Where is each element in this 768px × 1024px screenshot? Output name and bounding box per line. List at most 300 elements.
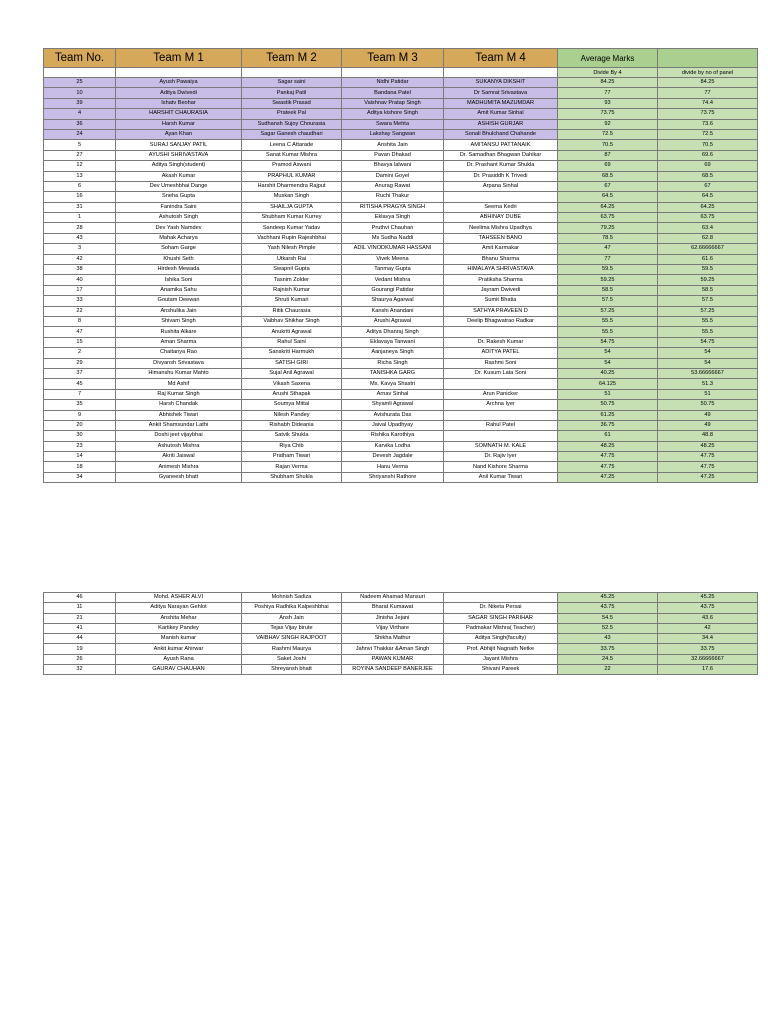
divide-by-panel-cell: 57.25 xyxy=(658,306,758,316)
team-m3-cell: Rishika Karothiya xyxy=(342,431,444,441)
team-m3-cell: Bandana Patel xyxy=(342,88,444,98)
team-m3-cell: Kanshi Anandani xyxy=(342,306,444,316)
divide-by-4-cell: 24.5 xyxy=(558,654,658,664)
divide-by-panel-cell: 64.5 xyxy=(658,192,758,202)
table-row xyxy=(44,181,758,191)
team-m2-cell: Riya Chib xyxy=(242,441,342,451)
divide-by-4-cell: 84.25 xyxy=(558,78,658,88)
team-no-cell: 7 xyxy=(44,389,116,399)
divide-by-panel-cell: 69 xyxy=(658,161,758,171)
team-m3-cell: Eklavaya Tanwani xyxy=(342,337,444,347)
divide-by-panel-cell: 48.25 xyxy=(658,441,758,451)
team-no-cell: 40 xyxy=(44,275,116,285)
team-m1-cell: Chaitanya Rao xyxy=(116,348,242,358)
divide-by-4-cell: 61 xyxy=(558,431,658,441)
header-team-m1: Team M 1 xyxy=(116,49,242,68)
divide-by-panel-cell: 59.25 xyxy=(658,275,758,285)
table-row xyxy=(44,98,758,108)
team-m2-cell: Nilesh Pandey xyxy=(242,410,342,420)
team-m3-cell: Damini Goyel xyxy=(342,171,444,181)
team-m1-cell: Sneha Gupta xyxy=(116,192,242,202)
divide-by-panel-cell: 59.5 xyxy=(658,265,758,275)
team-m1-cell: Ishika Soni xyxy=(116,275,242,285)
team-m3-cell: Pavan Dhakad xyxy=(342,150,444,160)
team-m1-cell: Akriti Jaiswal xyxy=(116,452,242,462)
table-row xyxy=(44,109,758,119)
divide-by-4-cell: 55.5 xyxy=(558,316,658,326)
team-m3-cell: Karvika Lodha xyxy=(342,441,444,451)
divide-by-4-cell: 45.25 xyxy=(558,593,658,603)
team-m1-cell: Anshita Mehar xyxy=(116,613,242,623)
header-average-marks: Average Marks xyxy=(558,49,658,68)
divide-by-4-cell: 54 xyxy=(558,358,658,368)
team-m4-cell: Dr Samrat Srivastava xyxy=(444,88,558,98)
table-row xyxy=(44,202,758,212)
subheader-empty xyxy=(342,68,444,78)
team-m3-cell: Swara Mehta xyxy=(342,119,444,129)
team-m4-cell xyxy=(444,327,558,337)
team-m2-cell: Soumya Mittal xyxy=(242,400,342,410)
team-m4-cell: Sumit Bhatia xyxy=(444,296,558,306)
team-m2-cell: Shubham Shukla xyxy=(242,472,342,482)
team-no-cell: 10 xyxy=(44,88,116,98)
divide-by-4-cell: 50.75 xyxy=(558,400,658,410)
team-m2-cell: SATISH GIRI xyxy=(242,358,342,368)
team-m1-cell: Fanindra Saini xyxy=(116,202,242,212)
team-m2-cell: PRAPHUL KUMAR xyxy=(242,171,342,181)
subheader-row xyxy=(44,68,758,78)
divide-by-4-cell: 47 xyxy=(558,244,658,254)
remaining-teams-table xyxy=(43,592,758,675)
team-m3-cell: Aanjaneya Singh xyxy=(342,348,444,358)
team-m4-cell: Neelima Mishra Upadhya xyxy=(444,223,558,233)
team-m4-cell: Amit Kumar Sinhal xyxy=(444,109,558,119)
divide-by-panel-cell: 69.6 xyxy=(658,150,758,160)
table-row xyxy=(44,368,758,378)
team-no-cell: 2 xyxy=(44,348,116,358)
team-m2-cell: Leena C Attarade xyxy=(242,140,342,150)
team-m1-cell: Soham Garge xyxy=(116,244,242,254)
remaining-teams-body xyxy=(44,593,758,675)
table-row xyxy=(44,275,758,285)
table-row xyxy=(44,654,758,664)
divide-by-panel-cell: 68.5 xyxy=(658,171,758,181)
subheader-empty xyxy=(242,68,342,78)
team-m3-cell: Pruthvi Chauhan xyxy=(342,223,444,233)
divide-by-panel-cell: 43.75 xyxy=(658,603,758,613)
divide-by-4-cell: 73.75 xyxy=(558,109,658,119)
team-m4-cell: SOMNATH M. KALE xyxy=(444,441,558,451)
divide-by-4-cell: 70.5 xyxy=(558,140,658,150)
team-m1-cell: Mohd. ASHER ALVI xyxy=(116,593,242,603)
team-m4-cell: Sonali Bhulchand Chahande xyxy=(444,129,558,139)
team-m3-cell: Ms. Kavya Shastri xyxy=(342,379,444,389)
team-no-cell: 25 xyxy=(44,78,116,88)
divide-by-panel-cell: 84.25 xyxy=(658,78,758,88)
divide-by-panel-cell: 47.25 xyxy=(658,472,758,482)
marks-table-body xyxy=(44,78,758,483)
table-row xyxy=(44,389,758,399)
divide-by-panel-cell: 17.6 xyxy=(658,665,758,675)
team-m4-cell: SUKANYA DIKSHIT xyxy=(444,78,558,88)
team-no-cell: 26 xyxy=(44,654,116,664)
team-m2-cell: Swapnil Gupta xyxy=(242,265,342,275)
divide-by-panel-cell: 53.66666667 xyxy=(658,368,758,378)
team-no-cell: 1 xyxy=(44,213,116,223)
header-average-blank xyxy=(658,49,758,68)
team-m4-cell xyxy=(444,379,558,389)
team-no-cell: 45 xyxy=(44,379,116,389)
team-m4-cell: Pratiksha Sharma xyxy=(444,275,558,285)
team-m4-cell: Dr. Kusum Lata Soni xyxy=(444,368,558,378)
team-m2-cell: Rashmi Maurya xyxy=(242,644,342,654)
divide-by-panel-cell: 48.8 xyxy=(658,431,758,441)
team-no-cell: 29 xyxy=(44,358,116,368)
team-m4-cell: ADITYA PATEL xyxy=(444,348,558,358)
team-m2-cell: Tejas Vijay birute xyxy=(242,623,342,633)
team-m2-cell: Shubham Kumar Kurrey xyxy=(242,213,342,223)
team-no-cell: 36 xyxy=(44,119,116,129)
table-row xyxy=(44,420,758,430)
team-m2-cell: Rajan Verma xyxy=(242,462,342,472)
team-m2-cell: Vachhani Rupin Rajeshbhai xyxy=(242,233,342,243)
subheader-empty xyxy=(116,68,242,78)
divide-by-panel-cell: 63.75 xyxy=(658,213,758,223)
team-m1-cell: Raj Kumar Singh xyxy=(116,389,242,399)
team-m4-cell: Bhanu Sharma xyxy=(444,254,558,264)
divide-by-panel-cell: 54 xyxy=(658,348,758,358)
team-m2-cell: Vaibhav Shikhar Singh xyxy=(242,316,342,326)
divide-by-panel-cell: 63.4 xyxy=(658,223,758,233)
divide-by-panel-cell: 77 xyxy=(658,88,758,98)
team-m1-cell: Akash Kumar xyxy=(116,171,242,181)
divide-by-panel-cell: 67 xyxy=(658,181,758,191)
team-m1-cell: AYUSHI SHRIVASTAVA xyxy=(116,150,242,160)
team-m4-cell: Arpana Sinhal xyxy=(444,181,558,191)
team-m2-cell: Anukriti Agrawal xyxy=(242,327,342,337)
team-m4-cell xyxy=(444,192,558,202)
divide-by-4-cell: 55.5 xyxy=(558,327,658,337)
team-no-cell: 34 xyxy=(44,472,116,482)
table-row xyxy=(44,140,758,150)
team-m3-cell: Vaishnav Pratap Singh xyxy=(342,98,444,108)
team-m3-cell: Arushi Agrawal xyxy=(342,316,444,326)
team-no-cell: 31 xyxy=(44,202,116,212)
table-row xyxy=(44,150,758,160)
table-row xyxy=(44,161,758,171)
divide-by-panel-cell: 62.8 xyxy=(658,233,758,243)
team-m1-cell: Md Ashif xyxy=(116,379,242,389)
table-row xyxy=(44,358,758,368)
table-row xyxy=(44,665,758,675)
table-row xyxy=(44,452,758,462)
divide-by-4-cell: 79.25 xyxy=(558,223,658,233)
team-m1-cell: Shivam Singh xyxy=(116,316,242,326)
team-no-cell: 17 xyxy=(44,285,116,295)
team-m3-cell: Shriyanshi Rathore xyxy=(342,472,444,482)
team-no-cell: 28 xyxy=(44,223,116,233)
team-m3-cell: Avishurata Das xyxy=(342,410,444,420)
table-row xyxy=(44,472,758,482)
table-row xyxy=(44,244,758,254)
table-row xyxy=(44,213,758,223)
table-row xyxy=(44,316,758,326)
team-m3-cell: Shikha Mathur xyxy=(342,634,444,644)
team-m1-cell: Aditya Singh(student) xyxy=(116,161,242,171)
team-m3-cell: Jaival Upadhyay xyxy=(342,420,444,430)
team-no-cell: 19 xyxy=(44,644,116,654)
table-row xyxy=(44,603,758,613)
team-m3-cell: Jinisha Jejani xyxy=(342,613,444,623)
table-row xyxy=(44,119,758,129)
team-m1-cell: Ishatv Beohar xyxy=(116,98,242,108)
team-m4-cell xyxy=(444,593,558,603)
team-m4-cell: Dr. Prasiddh K Trivedi xyxy=(444,171,558,181)
table-row xyxy=(44,233,758,243)
team-m4-cell: Dr. Samadhan Bhagwan Dahikar xyxy=(444,150,558,160)
divide-by-panel-cell: 55.5 xyxy=(658,327,758,337)
divide-by-panel-cell: 54.75 xyxy=(658,337,758,347)
team-m1-cell: Harsh Chandak xyxy=(116,400,242,410)
team-m3-cell: Ruchi Thakur xyxy=(342,192,444,202)
team-m3-cell: Hanu Verma xyxy=(342,462,444,472)
team-m4-cell: Amit Karmakar xyxy=(444,244,558,254)
divide-by-4-cell: 69 xyxy=(558,161,658,171)
table-row xyxy=(44,613,758,623)
divide-by-panel-cell: 34.4 xyxy=(658,634,758,644)
team-m4-cell: Rashmi Soni xyxy=(444,358,558,368)
team-m2-cell: Rahul Saini xyxy=(242,337,342,347)
team-no-cell: 14 xyxy=(44,452,116,462)
team-m4-cell: Dr. Rakesh Kumar xyxy=(444,337,558,347)
team-m2-cell: SHAILJA GUPTA xyxy=(242,202,342,212)
team-m2-cell: Tasnim Zolder xyxy=(242,275,342,285)
team-no-cell: 47 xyxy=(44,327,116,337)
table-row xyxy=(44,593,758,603)
divide-by-panel-cell: 33.75 xyxy=(658,644,758,654)
team-m3-cell: Bharat Kumawat xyxy=(342,603,444,613)
team-m1-cell: Rushita Alkare xyxy=(116,327,242,337)
team-m3-cell: PAWAN KUMAR xyxy=(342,654,444,664)
team-m4-cell: Archna Iyer xyxy=(444,400,558,410)
team-m4-cell xyxy=(444,431,558,441)
subheader-divide-by-panel: divide by no of panel xyxy=(658,68,758,78)
table-row xyxy=(44,192,758,202)
team-m1-cell: Ankit kumar Ahirwar xyxy=(116,644,242,654)
team-m3-cell: Ms Sudha Naddi xyxy=(342,233,444,243)
team-m3-cell: Vijay Virthare xyxy=(342,623,444,633)
team-m2-cell: Satvik Shukla xyxy=(242,431,342,441)
table-row xyxy=(44,285,758,295)
divide-by-panel-cell: 32.66666667 xyxy=(658,654,758,664)
divide-by-4-cell: 72.5 xyxy=(558,129,658,139)
team-no-cell: 30 xyxy=(44,431,116,441)
team-m4-cell: Shivani Pareek xyxy=(444,665,558,675)
team-m3-cell: ROYINA SANDEEP BANERJEE xyxy=(342,665,444,675)
divide-by-4-cell: 22 xyxy=(558,665,658,675)
team-m1-cell: Anamika Sahu xyxy=(116,285,242,295)
team-m1-cell: HARSHIT CHAURASIA xyxy=(116,109,242,119)
table-row xyxy=(44,410,758,420)
team-m4-cell: MADHUMITA MAZUMDAR xyxy=(444,98,558,108)
team-m2-cell: Sagar saini xyxy=(242,78,342,88)
table-row xyxy=(44,337,758,347)
team-m2-cell: VAIBHAV SINGH RAJPOOT xyxy=(242,634,342,644)
team-m3-cell: Aditya kishore Singh xyxy=(342,109,444,119)
divide-by-4-cell: 93 xyxy=(558,98,658,108)
table-row xyxy=(44,265,758,275)
team-m4-cell: Anil Kumar Tiwari xyxy=(444,472,558,482)
table-row xyxy=(44,171,758,181)
team-m2-cell: Saket Joshi xyxy=(242,654,342,664)
divide-by-4-cell: 92 xyxy=(558,119,658,129)
team-m4-cell: Nand Kishore Sharma xyxy=(444,462,558,472)
team-m1-cell: Aditya Dwivedi xyxy=(116,88,242,98)
team-m3-cell: Gourangi Patidar xyxy=(342,285,444,295)
team-no-cell: 33 xyxy=(44,296,116,306)
divide-by-panel-cell: 51.3 xyxy=(658,379,758,389)
team-m1-cell: Ayan Khan xyxy=(116,129,242,139)
team-m1-cell: Hirdesh Mewada xyxy=(116,265,242,275)
team-m1-cell: Kartikey Pandey xyxy=(116,623,242,633)
team-m1-cell: Divyansh Srivastava xyxy=(116,358,242,368)
team-no-cell: 37 xyxy=(44,368,116,378)
divide-by-4-cell: 52.5 xyxy=(558,623,658,633)
divide-by-4-cell: 48.25 xyxy=(558,441,658,451)
divide-by-panel-cell: 55.5 xyxy=(658,316,758,326)
table-row xyxy=(44,78,758,88)
team-m2-cell: Yash Nilesh Pimple xyxy=(242,244,342,254)
divide-by-panel-cell: 45.25 xyxy=(658,593,758,603)
divide-by-4-cell: 51 xyxy=(558,389,658,399)
team-m1-cell: Ashutosh Singh xyxy=(116,213,242,223)
divide-by-4-cell: 58.5 xyxy=(558,285,658,295)
divide-by-4-cell: 67 xyxy=(558,181,658,191)
divide-by-4-cell: 47.25 xyxy=(558,472,658,482)
team-m4-cell: Dr. Prashant Kumar Shukla xyxy=(444,161,558,171)
team-m1-cell: Ankit Shamsundar Lathi xyxy=(116,420,242,430)
team-m2-cell: Sujal Anil Agrawal xyxy=(242,368,342,378)
team-m2-cell: Prateek Pal xyxy=(242,109,342,119)
team-m4-cell: Jayram Dwivedi xyxy=(444,285,558,295)
subheader-empty xyxy=(444,68,558,78)
team-no-cell: 18 xyxy=(44,462,116,472)
team-m2-cell: Shruti Kumari xyxy=(242,296,342,306)
marks-table xyxy=(43,48,758,483)
team-m4-cell: Dr. Rajiv Iyer xyxy=(444,452,558,462)
team-m1-cell: Harsh Kumar xyxy=(116,119,242,129)
team-no-cell: 27 xyxy=(44,150,116,160)
team-m1-cell: Goutam Deewan xyxy=(116,296,242,306)
header-team-m2: Team M 2 xyxy=(242,49,342,68)
table-row xyxy=(44,348,758,358)
team-no-cell: 22 xyxy=(44,306,116,316)
table-row xyxy=(44,462,758,472)
divide-by-4-cell: 43.75 xyxy=(558,603,658,613)
team-m2-cell: Ansh Jain xyxy=(242,613,342,623)
divide-by-4-cell: 43 xyxy=(558,634,658,644)
table-row xyxy=(44,129,758,139)
team-no-cell: 23 xyxy=(44,441,116,451)
team-m2-cell: Rishabh Dideania xyxy=(242,420,342,430)
team-m4-cell: Padmakar Mishra( Teacher) xyxy=(444,623,558,633)
team-m3-cell: Devesh Jagdale xyxy=(342,452,444,462)
team-m2-cell: Sandeep Kumar Yadav xyxy=(242,223,342,233)
team-m4-cell: Prof. Abhijit Nagnath Netke xyxy=(444,644,558,654)
team-no-cell: 13 xyxy=(44,171,116,181)
team-m2-cell: Sanat Kumar Mishra xyxy=(242,150,342,160)
team-m1-cell: Himanshu Kumar Mahto xyxy=(116,368,242,378)
team-m1-cell: Khushi Seth xyxy=(116,254,242,264)
divide-by-panel-cell: 74.4 xyxy=(658,98,758,108)
divide-by-4-cell: 77 xyxy=(558,254,658,264)
divide-by-4-cell: 77 xyxy=(558,88,658,98)
team-m2-cell: Rajnish Kumar xyxy=(242,285,342,295)
team-m1-cell: Doshi jeet vijaybhai xyxy=(116,431,242,441)
team-m4-cell: AMITANSU PATTANAIK xyxy=(444,140,558,150)
team-no-cell: 11 xyxy=(44,603,116,613)
header-team-m4: Team M 4 xyxy=(444,49,558,68)
team-m2-cell: Pramod Aswani xyxy=(242,161,342,171)
team-m3-cell: ADIL VINODKUMAR HASSANI xyxy=(342,244,444,254)
divide-by-panel-cell: 57.5 xyxy=(658,296,758,306)
team-m2-cell: Muskan Singh xyxy=(242,192,342,202)
team-no-cell: 4 xyxy=(44,109,116,119)
team-m2-cell: Poshiya Radhika Kalpeshbhai xyxy=(242,603,342,613)
team-m2-cell: Harshit Dharmendra Rajput xyxy=(242,181,342,191)
team-no-cell: 39 xyxy=(44,98,116,108)
divide-by-panel-cell: 62.66666667 xyxy=(658,244,758,254)
team-m1-cell: Abhishek Tiwari xyxy=(116,410,242,420)
table-row xyxy=(44,431,758,441)
team-m3-cell: Shyamli Agrawal xyxy=(342,400,444,410)
table-row xyxy=(44,441,758,451)
team-no-cell: 21 xyxy=(44,613,116,623)
team-no-cell: 46 xyxy=(44,593,116,603)
divide-by-panel-cell: 49 xyxy=(658,410,758,420)
team-no-cell: 5 xyxy=(44,140,116,150)
table-row xyxy=(44,254,758,264)
table-row xyxy=(44,623,758,633)
table-row xyxy=(44,223,758,233)
team-m3-cell: Richa Singh xyxy=(342,358,444,368)
team-m4-cell: HIMALAYA SHRIVASTAVA xyxy=(444,265,558,275)
team-m3-cell: Arnav Sinhal xyxy=(342,389,444,399)
team-m3-cell: Vivek Meena xyxy=(342,254,444,264)
team-m2-cell: Pratham Tiwari xyxy=(242,452,342,462)
divide-by-4-cell: 63.75 xyxy=(558,213,658,223)
team-m1-cell: Aman Sharma xyxy=(116,337,242,347)
team-m2-cell: Ritik Chaurasia xyxy=(242,306,342,316)
team-m4-cell: SATHYA PRAVEEN D xyxy=(444,306,558,316)
team-no-cell: 3 xyxy=(44,244,116,254)
team-m4-cell: ASHISH GURJAR xyxy=(444,119,558,129)
team-no-cell: 42 xyxy=(44,254,116,264)
table-row xyxy=(44,379,758,389)
divide-by-4-cell: 57.5 xyxy=(558,296,658,306)
team-no-cell: 43 xyxy=(44,233,116,243)
team-m1-cell: Ashutosh Mishra xyxy=(116,441,242,451)
divide-by-4-cell: 54.75 xyxy=(558,337,658,347)
divide-by-panel-cell: 51 xyxy=(658,389,758,399)
divide-by-panel-cell: 47.75 xyxy=(658,452,758,462)
divide-by-4-cell: 57.25 xyxy=(558,306,658,316)
team-m3-cell: Shaurya Agarwal xyxy=(342,296,444,306)
team-m4-cell: ABHINAY DUBE xyxy=(444,213,558,223)
team-m1-cell: Gyaneesh bhatt xyxy=(116,472,242,482)
team-no-cell: 6 xyxy=(44,181,116,191)
team-m1-cell: Ayush Pawaiya xyxy=(116,78,242,88)
